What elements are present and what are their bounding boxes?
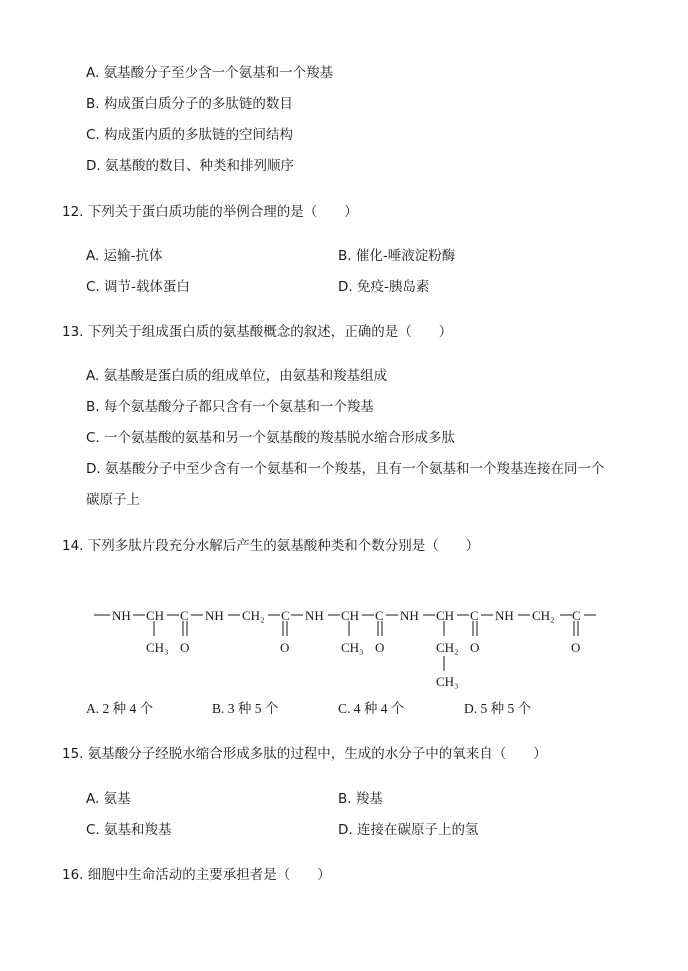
q12-option-d: D. 免疫-胰岛素 — [338, 279, 430, 295]
q12-option-c: C. 调节-载体蛋白 — [86, 279, 190, 295]
q15-stem: 15. 氨基酸分子经脱水缩合形成多肽的过程中，生成的水分子中的氧来自（ ） — [62, 746, 547, 762]
atom-ch2: CH₂ — [436, 640, 459, 655]
q15-option-c: C. 氨基和羧基 — [86, 822, 172, 838]
atom-nh: NH — [305, 608, 324, 623]
q16-stem: 16. 细胞中生命活动的主要承担者是（ ） — [62, 867, 331, 883]
q11-option-a: A. 氨基酸分子至少含一个氨基和一个羧基 — [86, 65, 334, 81]
atom-c: C — [180, 608, 189, 623]
q13-option-c: C. 一个氨基酸的氨基和另一个氨基酸的羧基脱水缩合形成多肽 — [86, 430, 456, 446]
atom-o: O — [470, 640, 480, 655]
q11-option-b: B. 构成蛋白质分子的多肽链的数目 — [86, 96, 293, 112]
atom-nh: NH — [400, 608, 419, 623]
atom-ch2: CH₂ — [242, 608, 265, 623]
atom-c: C — [572, 608, 581, 623]
atom-ch3: CH₃ — [341, 640, 364, 655]
q13-stem: 13. 下列关于组成蛋白质的氨基酸概念的叙述，正确的是（ ） — [62, 324, 453, 340]
q12-option-b: B. 催化-唾液淀粉酶 — [338, 248, 456, 264]
atom-ch: CH — [146, 608, 165, 623]
atom-ch: CH — [341, 608, 360, 623]
q14-option-a: A. 2 种 4 个 — [86, 701, 154, 716]
q15-option-d: D. 连接在碳原子上的氢 — [338, 822, 479, 838]
atom-c: C — [375, 608, 384, 623]
q15-option-a: A. 氨基 — [86, 791, 131, 807]
q12-stem: 12. 下列关于蛋白质功能的举例合理的是（ ） — [62, 204, 358, 220]
q11-option-c: C. 构成蛋内质的多肽链的空间结构 — [86, 127, 294, 143]
atom-o: O — [375, 640, 385, 655]
q13-option-a: A. 氨基酸是蛋白质的组成单位，由氨基和羧基组成 — [86, 368, 388, 384]
atom-ch3: CH₃ — [436, 674, 459, 689]
atom-ch2: CH₂ — [532, 608, 555, 623]
atom-nh: NH — [495, 608, 514, 623]
q13-option-b: B. 每个氨基酸分子都只含有一个氨基和一个羧基 — [86, 399, 374, 415]
q15-option-b: B. 羧基 — [338, 791, 383, 807]
q14-option-c: C. 4 种 4 个 — [338, 701, 405, 716]
q14-option-b: B. 3 种 5 个 — [212, 701, 279, 716]
atom-o: O — [180, 640, 190, 655]
atom-ch3: CH₃ — [146, 640, 169, 655]
atom-ch: CH — [436, 608, 455, 623]
q11-option-d: D. 氨基酸的数目、种类和排列顺序 — [86, 158, 294, 174]
q12-option-a: A. 运输-抗体 — [86, 248, 163, 264]
atom-nh: NH — [112, 608, 131, 623]
atom-nh: NH — [205, 608, 224, 623]
atom-o: O — [571, 640, 581, 655]
atom-c: C — [470, 608, 479, 623]
q13-option-d-cont: 碳原子上 — [86, 492, 140, 508]
atom-o: O — [280, 640, 290, 655]
q14-stem: 14. 下列多肽片段充分水解后产生的氨基酸种类和个数分别是（ ） — [62, 538, 480, 554]
q14-option-d: D. 5 种 5 个 — [464, 701, 532, 716]
atom-c: C — [281, 608, 290, 623]
q13-option-d: D. 氨基酸分子中至少含有一个氨基和一个羧基，且有一个氨基和一个羧基连接在同一个 — [86, 461, 605, 477]
polypeptide-structure-diagram — [88, 600, 600, 695]
